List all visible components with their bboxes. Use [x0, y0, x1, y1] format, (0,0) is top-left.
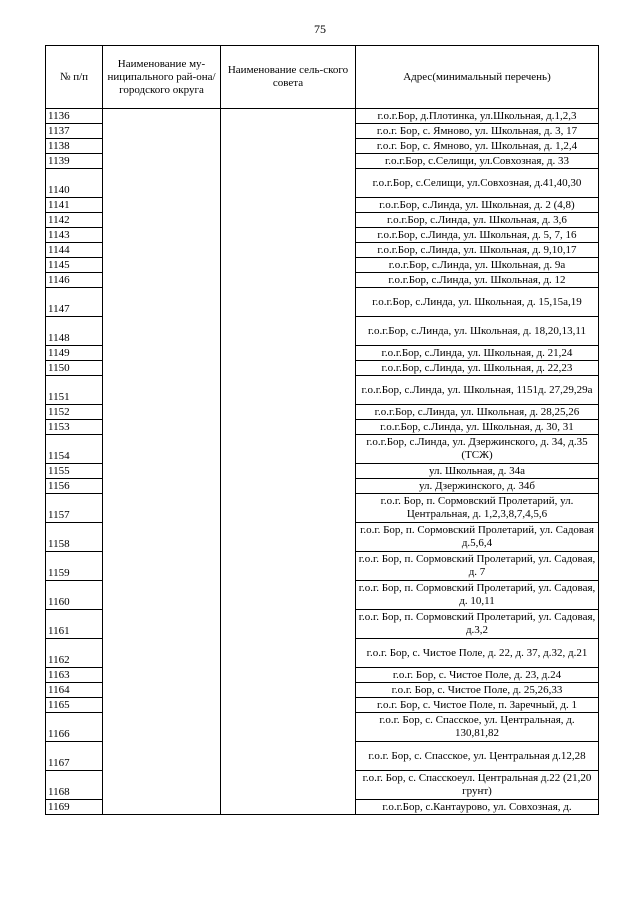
address-table: [45, 45, 599, 815]
table-row: [46, 109, 599, 124]
row-number: 1167: [46, 742, 103, 771]
row-number: 1137: [46, 124, 103, 139]
address-cell: г.о.г. Бор, п. Сормовский Пролетарий, ул. Садовая д.5,6,4: [356, 523, 599, 552]
row-number: 1136: [46, 109, 103, 124]
address-cell: г.о.г.Бор, с.Линда, ул. Школьная, д. 9а: [356, 258, 599, 273]
address-cell: г.о.г. Бор, с. Спасскоеул. Центральная д.22 (21,20 грунт): [356, 771, 599, 800]
address-cell: г.о.г.Бор, с.Линда, ул. Школьная, 1151д. 27,29,29а: [356, 376, 599, 405]
row-number: 1142: [46, 213, 103, 228]
row-number: 1149: [46, 346, 103, 361]
address-cell: г.о.г.Бор, с.Селищи, ул.Совхозная, д.41,40,30: [356, 169, 599, 198]
address-cell: г.о.г.Бор, с.Линда, ул. Школьная, д. 18,20,13,11: [356, 317, 599, 346]
row-number: 1157: [46, 494, 103, 523]
address-cell: г.о.г.Бор, с.Селищи, ул.Совхозная, д. 33: [356, 154, 599, 169]
row-number: 1162: [46, 639, 103, 668]
row-number: 1163: [46, 668, 103, 683]
address-cell: г.о.г. Бор, с. Чистое Поле, д. 23, д.24: [356, 668, 599, 683]
address-cell: г.о.г.Бор, с.Линда, ул. Школьная, д. 5, 7, 16: [356, 228, 599, 243]
row-number: 1150: [46, 361, 103, 376]
address-cell: г.о.г. Бор, с. Спасское, ул. Центральная д.12,28: [356, 742, 599, 771]
address-cell: г.о.г. Бор, п. Сормовский Пролетарий, ул. Садовая, д. 10,11: [356, 581, 599, 610]
address-cell: г.о.г.Бор, с.Кантаурово, ул. Совхозная, д.: [356, 800, 599, 815]
address-cell: г.о.г. Бор, п. Сормовский Пролетарий, ул. Садовая, д.3,2: [356, 610, 599, 639]
row-number: 1158: [46, 523, 103, 552]
row-number: 1152: [46, 405, 103, 420]
district-cell: [103, 109, 221, 815]
row-number: 1168: [46, 771, 103, 800]
row-number: 1139: [46, 154, 103, 169]
address-cell: г.о.г. Бор, с. Ямново, ул. Школьная, д. 1,2,4: [356, 139, 599, 154]
row-number: 1153: [46, 420, 103, 435]
address-cell: г.о.г. Бор, п. Сормовский Пролетарий, ул. Центральная, д. 1,2,3,8,7,4,5,6: [356, 494, 599, 523]
header-address: Адрес(минимальный перечень): [356, 46, 599, 109]
table-body: [46, 109, 599, 815]
address-cell: г.о.г.Бор, с.Линда, ул. Школьная, д. 3,6: [356, 213, 599, 228]
row-number: 1143: [46, 228, 103, 243]
address-cell: г.о.г.Бор, с.Линда, ул. Школьная, д. 12: [356, 273, 599, 288]
address-cell: г.о.г.Бор, с.Линда, ул. Школьная, д. 2 (4,8): [356, 198, 599, 213]
row-number: 1151: [46, 376, 103, 405]
page-number: 75: [314, 22, 326, 36]
row-number: 1138: [46, 139, 103, 154]
row-number: 1144: [46, 243, 103, 258]
address-cell: г.о.г.Бор, д.Плотинка, ул.Школьная, д.1,2,3: [356, 109, 599, 124]
row-number: 1140: [46, 169, 103, 198]
address-cell: г.о.г.Бор, с.Линда, ул. Школьная, д. 22,23: [356, 361, 599, 376]
address-cell: г.о.г.Бор, с.Линда, ул. Школьная, д. 28,25,26: [356, 405, 599, 420]
row-number: 1164: [46, 683, 103, 698]
address-cell: г.о.г.Бор, с.Линда, ул. Школьная, д. 15,15а,19: [356, 288, 599, 317]
address-cell: г.о.г. Бор, с. Чистое Поле, д. 22, д. 37, д.32, д.21: [356, 639, 599, 668]
row-number: 1141: [46, 198, 103, 213]
header-council: Наименование сель-ского совета: [221, 46, 356, 109]
row-number: 1159: [46, 552, 103, 581]
header-district: Наименование му-ниципального рай-она/ городского округа: [103, 46, 221, 109]
header-number: № п/п: [46, 46, 103, 109]
address-cell: ул. Школьная, д. 34а: [356, 464, 599, 479]
address-cell: г.о.г.Бор, с.Линда, ул. Школьная, д. 9,10,17: [356, 243, 599, 258]
council-cell: [221, 109, 356, 815]
row-number: 1155: [46, 464, 103, 479]
address-cell: г.о.г.Бор, с.Линда, ул. Школьная, д. 21,24: [356, 346, 599, 361]
address-cell: г.о.г. Бор, с. Чистое Поле, д. 25,26,33: [356, 683, 599, 698]
address-cell: г.о.г. Бор, п. Сормовский Пролетарий, ул. Садовая, д. 7: [356, 552, 599, 581]
row-number: 1146: [46, 273, 103, 288]
row-number: 1165: [46, 698, 103, 713]
row-number: 1154: [46, 435, 103, 464]
address-cell: г.о.г. Бор, с. Спасское, ул. Центральная, д. 130,81,82: [356, 713, 599, 742]
row-number: 1145: [46, 258, 103, 273]
address-cell: г.о.г.Бор, с.Линда, ул. Школьная, д. 30, 31: [356, 420, 599, 435]
row-number: 1161: [46, 610, 103, 639]
row-number: 1147: [46, 288, 103, 317]
row-number: 1148: [46, 317, 103, 346]
address-cell: г.о.г. Бор, с. Ямново, ул. Школьная, д. 3, 17: [356, 124, 599, 139]
address-cell: г.о.г.Бор, с.Линда, ул. Дзержинского, д. 34, д.35 (ТСЖ): [356, 435, 599, 464]
row-number: 1166: [46, 713, 103, 742]
row-number: 1156: [46, 479, 103, 494]
address-cell: г.о.г. Бор, с. Чистое Поле, п. Заречный, д. 1: [356, 698, 599, 713]
row-number: 1169: [46, 800, 103, 815]
row-number: 1160: [46, 581, 103, 610]
address-cell: ул. Дзержинского, д. 34б: [356, 479, 599, 494]
table-header-row: [46, 46, 599, 109]
